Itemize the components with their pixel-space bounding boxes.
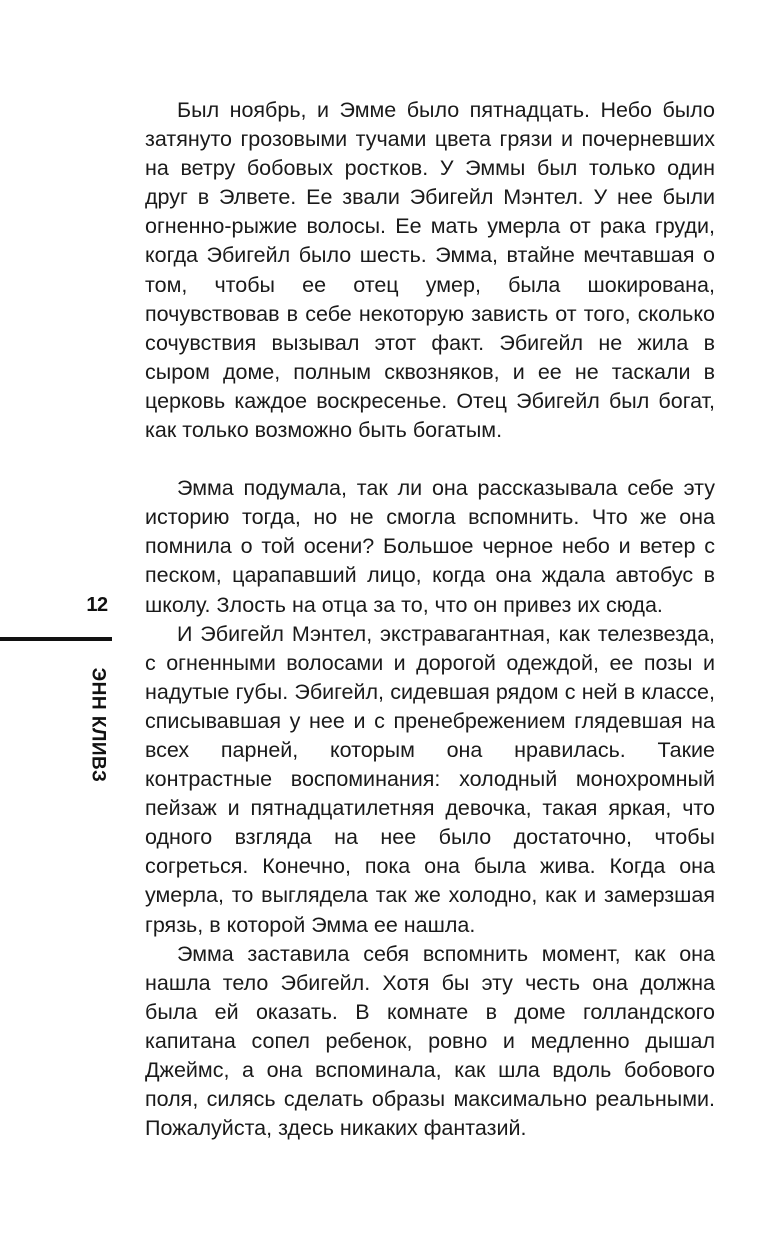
paragraph-1: Был ноябрь, и Эмме было пятнадцать. Небо было затянуто грозовыми тучами цвета грязи и почерневших на ветру бобовых ростков. У Эммы был только один друг в Элвете. Ее звали Эбигейл Мэнтел. У нее были огненно-рыжие волосы. Ее мать умерла от рака груди, когда Эбигейл было шесть. Эмма, втайне мечтавшая о том, чтобы ее отец умер, была шокирована, почувствовав в себе некоторую зависть от того, сколько сочувствия вызывал этот факт. Эбигейл не жила в сыром доме, полным сквозняков, и ее не таскали в церковь каждое воскресенье. Отец Эбигейл был богат, как только возможно быть богатым. [145,98,715,443]
running-head-text: ЭНН КЛИВЗ [87,667,109,783]
page-number: 12 [86,594,108,616]
paragraph-3: И Эбигейл Мэнтел, экстравагантная, как телезвезда, с огненными волосами и дорогой одеждой, ее позы и надутые губы. Эбигейл, сидевшая рядом с ней в классе, списывавшая у нее и с пренебрежением глядевшая на всех парней, которым она нравилась. Такие контрастные воспоминания: холодный монохромный пейзаж и пятнадцатилетняя девочка, такая яркая, что одного взгляда на нее было достаточно, чтобы согреться. Конечно, пока она была жива. Когда она умерла, то выглядела так же холодно, как и замерзшая грязь, в которой Эмма ее нашла. [145,621,715,937]
body-text [145,96,715,1143]
running-head [69,667,125,783]
paragraph-2: Эмма подумала, так ли она рассказывала себе эту историю тогда, но не смогла вспомнить. Что же она помнила о той осени? Большое черное небо и ветер с песком, царапавший лицо, когда она ждала автобус в школу. Злость на отца за то, что он привез их сюда. [145,476,715,617]
margin-rule [0,637,112,641]
paragraph-4: Эмма заставила себя вспомнить момент, как она нашла тело Эбигейл. Хотя бы эту честь она должна была ей оказать. В комнате в доме голландского капитана сопел ребенок, ровно и медленно дышал Джеймс, а она вспоминала, как шла вдоль бобового поля, силясь сделать образы максимально реальными. Пожалуйста, здесь никаких фантазий. [145,941,715,1141]
